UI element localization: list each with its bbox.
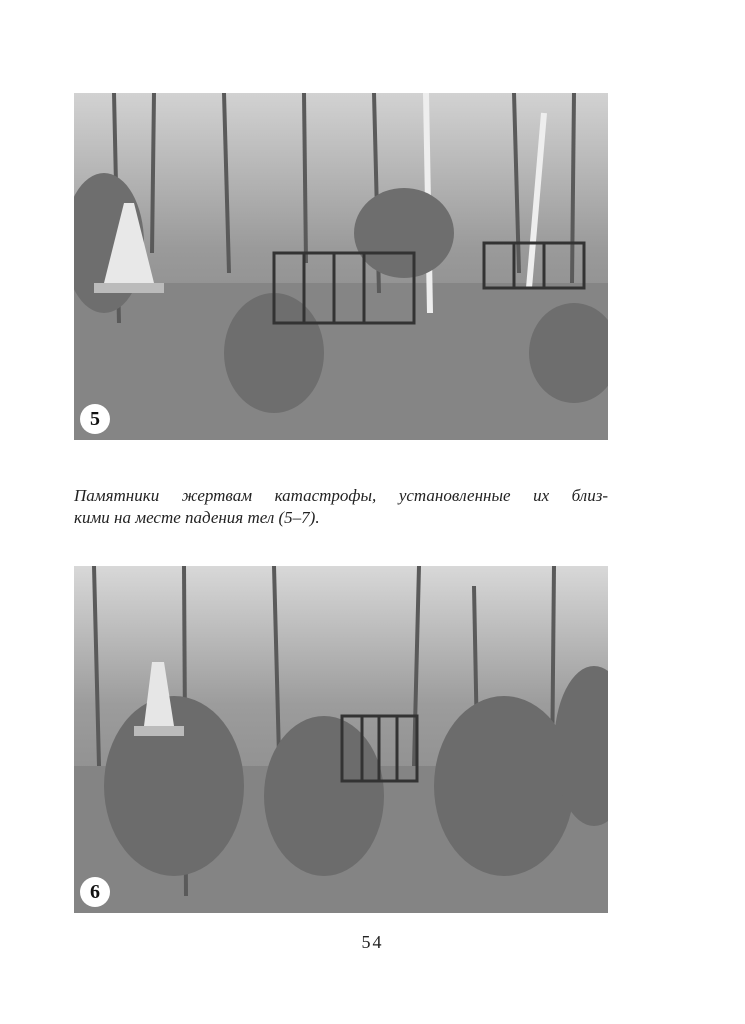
photo-5-memorial-forest (74, 93, 608, 440)
caption-line-1: Памятники жертвам катастрофы, установленные их близ- (74, 486, 608, 505)
forest-scene-image (74, 566, 608, 913)
figure-caption (74, 485, 608, 529)
photo-number-badge: 6 (80, 877, 110, 907)
photo-number-badge: 5 (80, 404, 110, 434)
caption-line-2: кими на месте падения тел (5–7). (74, 508, 320, 527)
forest-scene-image (74, 93, 608, 440)
page-number: 54 (361, 932, 384, 952)
photo-6-memorial-forest (74, 566, 608, 913)
